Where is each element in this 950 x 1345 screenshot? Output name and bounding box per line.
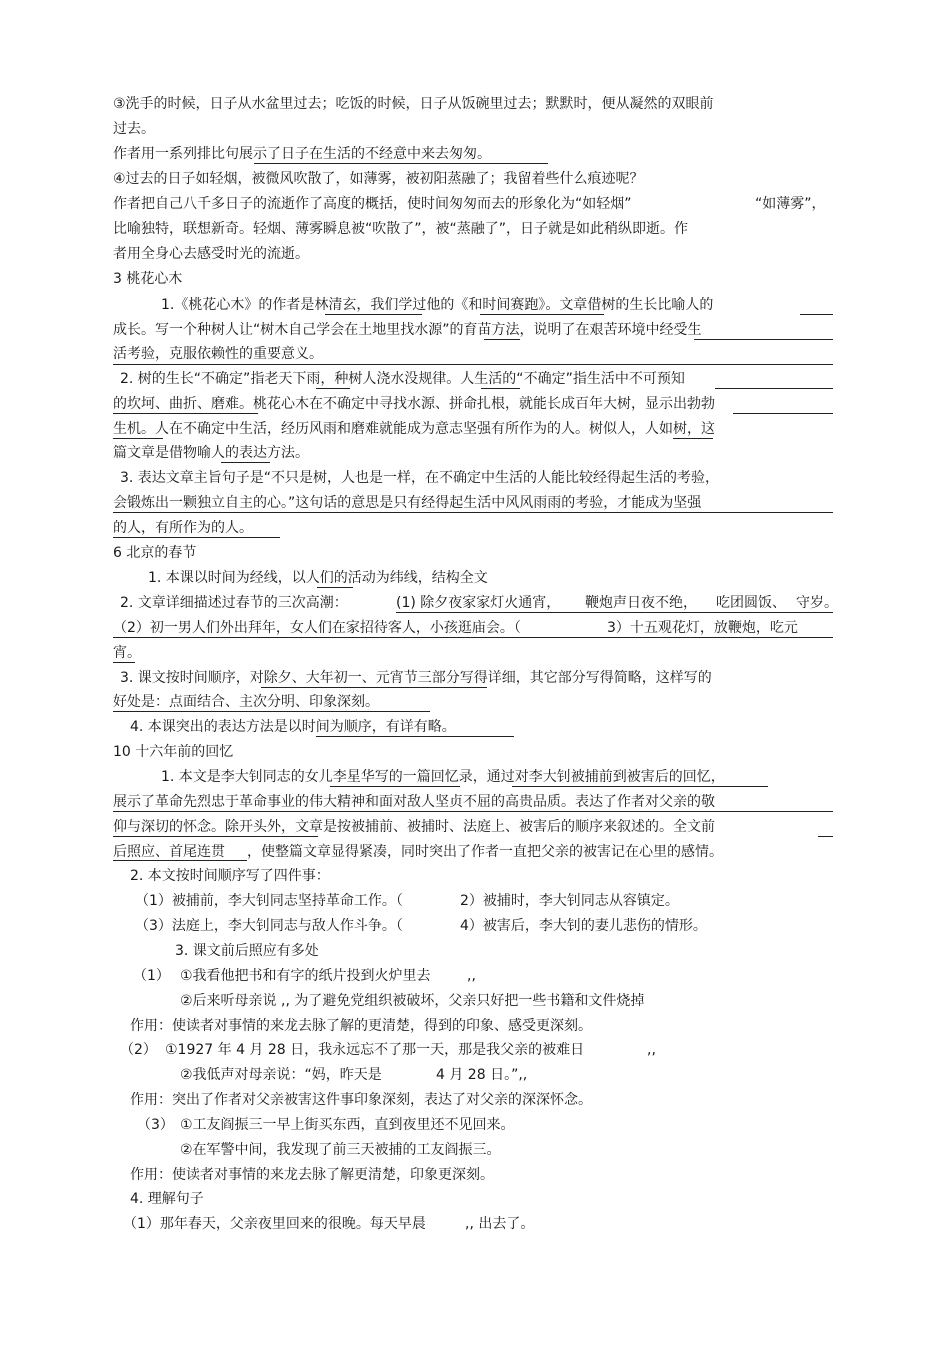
answer-underline: [480, 314, 604, 315]
text-line: ③洗手的时候，日子从水盆里过去；吃饭的时候，日子从饭碗里过去；默默时，便从凝然的双眼前: [113, 96, 714, 112]
text-line: 4 月 28 日。”,,: [436, 1067, 528, 1083]
answer-underline: [512, 786, 768, 787]
text-line: 1.《桃花心木》的作者是林清玄，我们学过他的《和时间赛跑》。文章借树的生长比喻人的: [161, 297, 714, 313]
answer-underline: [113, 711, 430, 712]
answer-underline: [316, 388, 350, 389]
text-line: 吃团圆饭、: [716, 595, 786, 611]
answer-underline: [800, 314, 833, 315]
answer-underline: [325, 314, 422, 315]
section-heading: 10 十六年前的回忆: [113, 744, 234, 760]
text-line: 篇文章是借物喻人的表达方法。: [113, 445, 309, 461]
answer-underline: [317, 587, 353, 588]
text-line: 1. 本文是李大钊同志的女儿李星华写的一篇回忆录，通过对李大钊被捕前到被害后的回忆，: [161, 769, 725, 785]
text-line: ②在军警中间，我发现了前三天被捕的工友阎振三。: [180, 1142, 501, 1158]
text-line: 鞭炮声日夜不绝，: [585, 595, 697, 611]
text-line: 3. 表达文章主旨句子是“不只是树，人也是一样，在不确定中生活的人能比较经得起生活的考验，: [120, 470, 720, 486]
text-line: (1) 除夕夜家家灯火通宵，: [396, 595, 561, 611]
text-line: “如薄雾”，: [755, 196, 826, 212]
section-heading: 3 桃花心木: [113, 271, 183, 287]
text-line: 守岁。: [796, 595, 838, 611]
answer-underline: [113, 811, 833, 812]
answer-underline: [694, 339, 833, 340]
text-line: ①1927 年 4 月 28 日，我永远忘不了那一天，那是我父亲的被难日: [165, 1042, 585, 1058]
answer-underline: [113, 860, 247, 861]
text-line: 2. 树的生长“不确定”指老天下雨，种树人浇水没规律。人生活的“不确定”指生活中不可预知: [120, 371, 685, 387]
section-heading: 6 北京的春节: [113, 545, 197, 561]
text-line: （2）初一男人们外出拜年，女人们在家招待客人，小孩逛庙会。（: [113, 620, 521, 636]
answer-underline: [481, 388, 520, 389]
answer-underline: [113, 662, 135, 663]
answer-underline: [113, 413, 258, 414]
text-line: 4. 本课突出的表达方法是以时间为顺序，有详有略。: [130, 719, 456, 735]
text-line: 作者用一系列排比句展示了日子在生活的不经意中来去匆匆。: [113, 146, 491, 162]
text-line: 宵。: [113, 645, 141, 661]
text-line: 3. 课文按时间顺序，对除夕、大年初一、元宵节三部分写得详细，其它部分写得简略，这样写的: [120, 670, 712, 686]
text-line: 的人，有所作为的人。: [113, 520, 253, 536]
text-line: 作用：使读者对事情的来龙去脉了解更清楚，印象更深刻。: [130, 1167, 494, 1183]
answer-underline: [113, 512, 833, 513]
answer-underline: [330, 786, 460, 787]
text-line: 作者把自己八千多日子的流逝作了高度的概括，使时间匆匆而去的形象化为“如轻烟”: [113, 196, 632, 212]
answer-underline: [715, 388, 833, 389]
text-line: 生机。人在不确定中生活，经历风雨和磨难就能成为意志坚强有所作为的人。树似人，人如树，这: [113, 421, 715, 437]
answer-underline: [254, 163, 548, 164]
text-line: 仰与深切的怀念。除开头外，文章是按被捕前、被捕时、法庭上、被害后的顺序来叙述的。全文前: [113, 819, 715, 835]
text-line: （3）法庭上，李大钊同志与敌人作斗争。（: [135, 918, 403, 934]
answer-underline: [396, 612, 833, 613]
text-line: ①我看他把书和有字的纸片投到火炉里去: [180, 968, 431, 984]
text-line: ②我低声对母亲说：“妈，昨天是: [180, 1067, 382, 1083]
text-line: ②后来听母亲说 ,, 为了避免党组织被破坏，父亲只好把一些书籍和文件烧掉: [180, 993, 645, 1009]
answer-underline: [113, 364, 833, 365]
text-line: 2. 文章详细描述过春节的三次高潮：: [120, 595, 348, 611]
text-line: 4. 理解句子: [130, 1191, 204, 1207]
text-line: 者用全身心去感受时光的流逝。: [113, 246, 309, 262]
answer-underline: [113, 537, 280, 538]
text-line: 2. 本文按时间顺序写了四件事：: [130, 868, 330, 884]
answer-underline: [113, 836, 318, 837]
text-line: ,,: [647, 1042, 656, 1058]
text-line: 比喻独特，联想新奇。轻烟、薄雾瞬息被“吹散了”，被“蒸融了”，日子就是如此稍纵即逝。作: [113, 221, 689, 237]
text-line: ,, 出去了。: [465, 1216, 535, 1232]
text-line: ,,: [467, 968, 476, 984]
answer-underline: [261, 687, 487, 688]
text-line: （1）那年春天，父亲夜里回来的很晚。每天早晨: [123, 1216, 426, 1232]
text-line: ④过去的日子如轻烟，被微风吹散了，如薄雾，被初阳蒸融了；我留着些什么痕迹呢？: [113, 171, 644, 187]
answer-underline: [221, 462, 270, 463]
text-line: 会锻炼出一颗独立自主的心。”这句话的意思是只有经得起生活中风风雨雨的考验，才能成为坚强: [113, 495, 702, 511]
answer-underline: [484, 339, 520, 340]
text-line: 4）被害后，李大钊的妻儿悲伤的情形。: [460, 918, 707, 934]
text-line: （1）被捕前，李大钊同志坚持革命工作。（: [135, 893, 403, 909]
text-line: （2）: [120, 1042, 157, 1058]
text-line: 活考验，克服依赖性的重要意义。: [113, 346, 323, 362]
text-line: 3. 课文前后照应有多处: [175, 943, 319, 959]
answer-underline: [113, 438, 163, 439]
answer-underline: [733, 413, 833, 414]
answer-underline: [818, 836, 833, 837]
text-line: ①工友阎振三一早上街买东西，直到夜里还不见回来。: [180, 1117, 515, 1133]
answer-underline: [113, 637, 833, 638]
text-line: 作用：突出了作者对父亲被害这件事印象深刻，表达了对父亲的深深怀念。: [130, 1092, 592, 1108]
text-line: 后照应、首尾连贯: [113, 844, 225, 860]
text-line: （3）: [137, 1117, 174, 1133]
text-line: 成长。写一个种树人让“树木自己学会在土地里找水源”的育苗方法，说明了在艰苦环境中经受生: [113, 322, 702, 338]
text-line: 3）十五观花灯，放鞭炮，吃元: [607, 620, 798, 636]
text-line: 展示了革命先烈忠于革命事业的伟大精神和面对敌人坚贞不屈的高贵品质。表达了作者对父亲的敬: [113, 794, 715, 810]
answer-underline: [673, 438, 713, 439]
text-line: 1. 本课以时间为经线，以人们的活动为纬线，结构全文: [148, 570, 488, 586]
text-line: 过去。: [113, 121, 155, 137]
text-line: 2）被捕时，李大钊同志从容镇定。: [460, 893, 679, 909]
text-line: 作用：使读者对事情的来龙去脉了解的更清楚，得到的印象、感受更深刻。: [130, 1018, 592, 1034]
text-line: ，使整篇文章显得紧凑，同时突出了作者一直把父亲的被害记在心里的感情。: [247, 844, 723, 860]
text-line: 好处是：点面结合、主次分明、印象深刻。: [113, 694, 379, 710]
text-line: （1）: [133, 968, 170, 984]
text-line: 的坎坷、曲折、磨难。桃花心木在不确定中寻找水源、拼命扎根，就能长成百年大树，显示出勃勃: [113, 396, 715, 412]
answer-underline: [316, 736, 514, 737]
